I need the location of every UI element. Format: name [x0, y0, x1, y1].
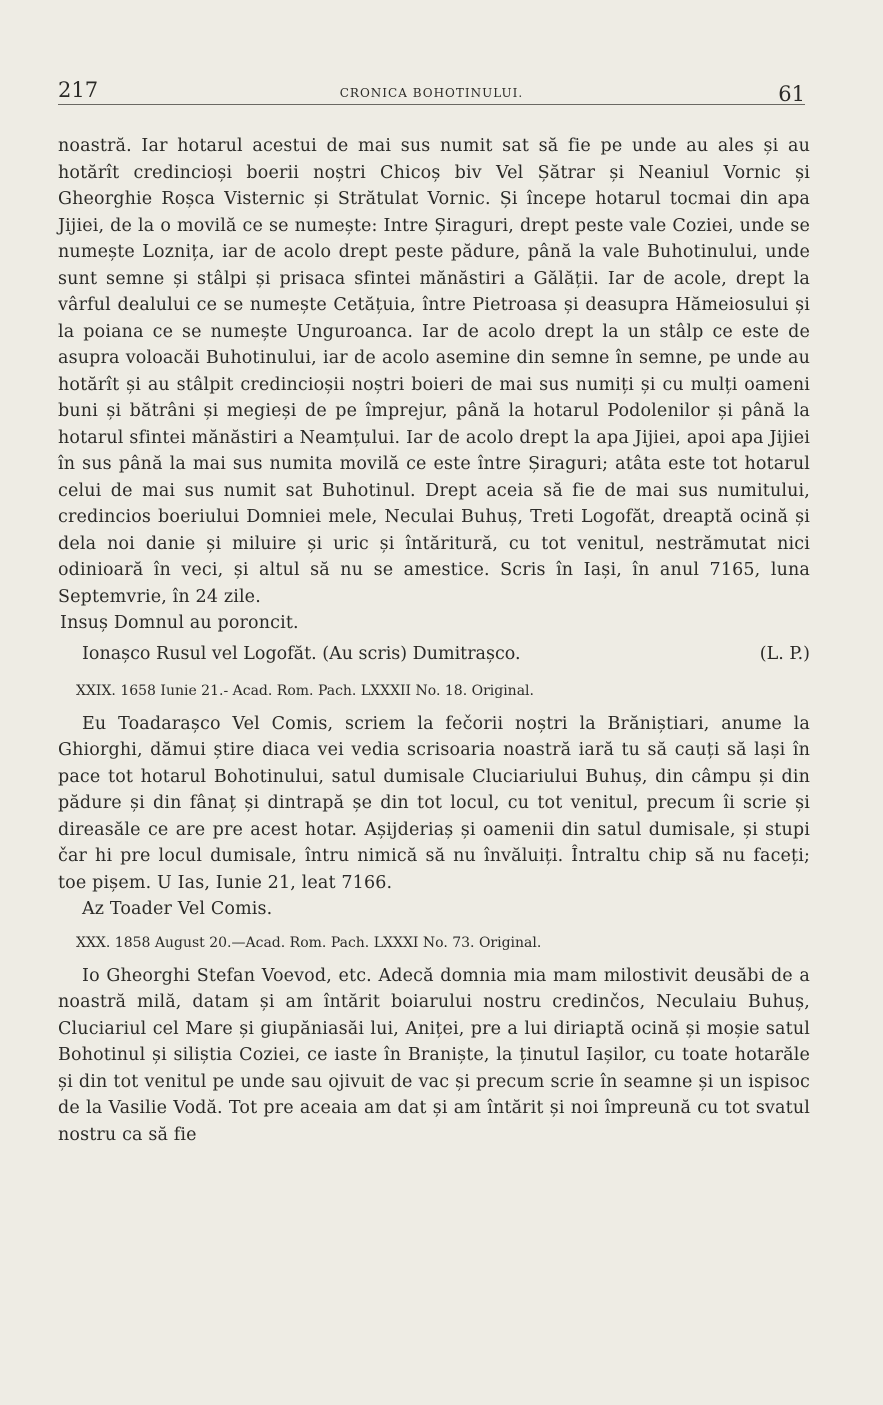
document-3-paragraph: Io Gheorghi Stefan Voevod, etc. Adecă domnia mia mam milostivit deusăbi de a noastră milă, datam și am întărit boiarului nostru credinčos, Neculaiu Buhuș, Cluciariul cel Mare și giupăniasăi lui, Aniței, pre a lui diriaptă ocină și moșie satul Bohotinul și siliștia Coziei, ce iaste în Braniște, la ținutul Iașilor, cu toate hotarăle și din tot venitul pe unde sau ojivuit de vac și precum scrie în seamne și un ispisoc de la Vasilie Vodă. Tot pre aceaia am dat și am întărit și noi împreună cu tot svatul nostru ca să fie [58, 965, 810, 1145]
document-1-signature: Ionașco Rusul vel Logofăt. (Au scris) Dumitrașco. [82, 643, 521, 664]
document-2-text [58, 711, 810, 923]
left-page-number: 217 [58, 78, 99, 102]
page-header [58, 74, 805, 105]
document-2-closing: Az Toader Vel Comis. [82, 899, 273, 919]
document-1-text [58, 133, 810, 637]
document-2-reference: XXIX. 1658 Iunie 21.- Acad. Rom. Pach. LXXXII No. 18. Original. [76, 682, 534, 699]
document-3-reference: XXX. 1858 August 20.—Acad. Rom. Pach. LXXXI No. 73. Original. [76, 934, 542, 951]
running-title: CRONICA BOHOTINULUI. [339, 86, 524, 100]
document-1-closing: Insuș Domnul au poroncit. [60, 613, 299, 633]
document-1-seal: (L. P.) [759, 643, 810, 664]
document-3-text [58, 963, 810, 1149]
document-2-paragraph: Eu Toadarașco Vel Comis, scriem la fečorii noștri la Brăniștiari, anume la Ghiorghi, dămui știre diaca vei vedia scrisoaria noastră iară tu să cauți să lași în pace tot hotarul Bohotinului, satul dumisale Cluciariului Buhuș, din câmpu și din pădure și din fânaț și dintrapă șe din tot locul, cu tot venitul, precum îi scrie și direasăle ce are pre acest hotar. Așijderiaș și oamenii din satul dumisale, și stupi čar hi pre locul dumisale, întru nimică să nu învăluiți. Întraltu chip să nu faceți; toe pișem. U Ias, Iunie 21, leat 7166. [58, 713, 810, 893]
document-1-paragraph: noastră. Iar hotarul acestui de mai sus numit sat să fie pe unde au ales și au hotărît credincioși boerii noștri Chicoș biv Vel Șătrar și Neaniul Vornic și Gheorghie Roșca Visternic și Strătulat Vornic. Și începe hotarul tocmai din apa Jijiei, de la o movilă ce se numește: Intre Șiraguri, drept peste vale Coziei, unde se numește Loznița, iar de acolo drept peste pădure, până la vale Buhotinului, unde sunt semne și stâlpi și prisaca sfintei mănăstiri a Gălății. Iar de acole, drept la vârful dealului ce se numește Cetățuia, între Pietroasa și deasupra Hămeiosului și la poiana ce se numește Unguroanca. Iar de acolo drept la un stâlp ce este de asupra voloacăi Buhotinului, iar de acolo asemine din semne în semne, pe unde au hotărît și au stâlpit credincioșii noștri boieri de mai sus numiți și cu mulți oameni buni și bătrâni și megieși de pe împrejur, până la hotarul Podolenilor și până la hotarul sfintei mănăstiri a Neamțului. Iar de acolo drept la apa Jijiei, apoi apa Jijiei în sus până la mai sus numita movilă ce este între Șiraguri; atâta este tot hotarul celui de mai sus numit sat Buhotinul. Drept aceia să fie de mai sus numitului, credincios boeriului Domniei mele, Neculai Buhuș, Treti Logofăt, dreaptă ocină și dela noi danie și miluire și uric și întăritură, cu tot venitul, nestrămutat nici odinioară în veci, și altul să nu se amestice. Scris în Iași, în anul 7165, luna Septemvrie, în 24 zile. [58, 136, 810, 607]
page-body [58, 133, 810, 1148]
page-number: 61 [778, 82, 805, 106]
document-1-signature-line [58, 641, 810, 671]
